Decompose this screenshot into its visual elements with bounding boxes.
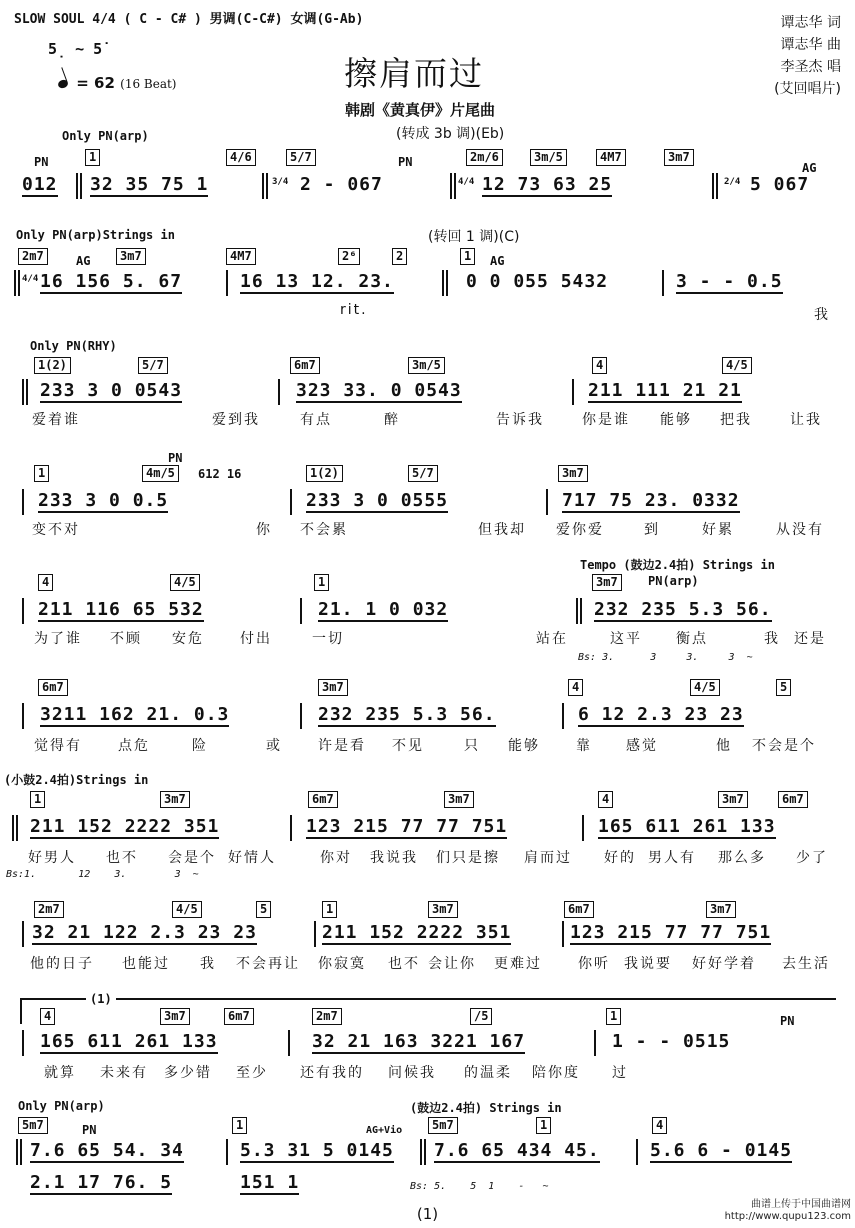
melody: 233 3 0 0555 <box>306 490 449 511</box>
lyric: 我说我 <box>370 850 418 866</box>
direction: Only PN(arp) <box>62 129 149 143</box>
melody: 211 111 21 21 <box>588 380 742 401</box>
lyric: 我 <box>200 956 216 972</box>
lyric: 我说要 <box>624 956 672 972</box>
barline <box>22 489 24 515</box>
melody: 211 152 2222 351 <box>322 922 512 943</box>
chord-box: 4m/5 <box>142 465 179 482</box>
barline <box>442 270 444 296</box>
chord-box: /5 <box>470 1008 492 1025</box>
chord-box: 6m7 <box>308 791 338 808</box>
song-subtitle: 韩剧《黄真伊》片尾曲 <box>345 101 496 119</box>
chord-box: 3m7 <box>428 901 458 918</box>
chord-box: 3m/5 <box>530 149 567 166</box>
chord-box: 3m7 <box>160 1008 190 1025</box>
lyric: 一切 <box>312 631 344 647</box>
chord-box: 4 <box>592 357 607 374</box>
lyric: 付出 <box>240 631 272 647</box>
melody: 6 12 2.3 23 23 <box>578 704 744 725</box>
lyric: 问候我 <box>388 1065 436 1081</box>
melody: 5.6 6 - 0145 <box>650 1140 793 1161</box>
chord-box: 2m7 <box>34 901 64 918</box>
lyric: 还是 <box>794 631 826 647</box>
lyric: 过 <box>612 1065 628 1081</box>
lyric: 好好学着 <box>692 956 756 972</box>
page-number: (1) <box>416 1205 439 1223</box>
lyric: 或 <box>266 738 282 754</box>
melody: 123 215 77 77 751 <box>570 922 772 943</box>
chord-box: 4M7 <box>596 149 626 166</box>
melody: 211 116 65 532 <box>38 599 204 620</box>
instrument-mark: PN <box>82 1123 97 1137</box>
bass-line: Bs: 5. 5 1 - ~ <box>410 1181 549 1192</box>
melody: 323 33. 0 0543 <box>296 380 462 401</box>
credit-composer: 谭志华 曲 <box>780 37 841 53</box>
melody: 16 13 12. 23. <box>240 271 394 292</box>
barline <box>22 921 24 947</box>
melody: 21. 1 0 032 <box>318 599 449 620</box>
direction-key-change: (转成 3b 调)(Eb) <box>396 126 505 142</box>
chord-box: 1 <box>606 1008 621 1025</box>
lyric: 那么多 <box>718 850 766 866</box>
bass-line: Bs:1. 12 3. 3 ~ <box>6 869 199 880</box>
lyric: 感觉 <box>626 738 658 754</box>
lyric: 就算 <box>44 1065 76 1081</box>
melody: 2 - 067 <box>300 174 383 195</box>
barline <box>450 173 452 199</box>
lyric: 衡点 <box>676 631 708 647</box>
chord-box: 6m7 <box>564 901 594 918</box>
barline <box>582 815 584 841</box>
chord-box: 5/7 <box>138 357 168 374</box>
instrument-mark: PN <box>168 451 183 465</box>
chord-box: 1 <box>314 574 329 591</box>
time-signature: 2/4 <box>724 177 741 187</box>
lyric: 你 <box>256 522 272 538</box>
chord-box: 2 <box>392 248 407 265</box>
instrument-mark: AG <box>802 161 817 175</box>
melody: 012 <box>22 174 58 195</box>
lyric: 也能过 <box>122 956 170 972</box>
chord-box: 1 <box>85 149 100 166</box>
direction: (鼓边2.4拍) Strings in <box>410 1101 562 1115</box>
chord-box: 2m/6 <box>466 149 503 166</box>
chord-box: 4 <box>40 1008 55 1025</box>
melody: 3211 162 21. 0.3 <box>40 704 230 725</box>
lyric: 醉 <box>384 412 400 428</box>
chord-box: 5/7 <box>408 465 438 482</box>
chord-box: 1 <box>536 1117 551 1134</box>
melody: 232 235 5.3 56. <box>594 599 772 620</box>
chord-box: 5 <box>256 901 271 918</box>
direction-key-change: (转回 1 调)(C) <box>428 229 520 245</box>
watermark-line-1: 曲谱上传于中国曲谱网 <box>751 1199 851 1210</box>
melody: 7.6 65 434 45. <box>434 1140 600 1161</box>
barline <box>562 921 564 947</box>
lyric: 还有我的 <box>300 1065 364 1081</box>
tempo-mark-rit: rit. <box>340 302 368 318</box>
melody: 3 - - 0.5 <box>676 271 783 292</box>
barline <box>288 1030 290 1056</box>
lyric: 这平 <box>610 631 642 647</box>
vocal-range: 5̣ ~ 5̇ <box>48 40 103 58</box>
lyric: 把我 <box>720 412 752 428</box>
lyric: 肩而过 <box>524 850 572 866</box>
melody: 211 152 2222 351 <box>30 816 220 837</box>
melody: 32 35 75 1 <box>90 174 209 195</box>
chord-box: 1 <box>232 1117 247 1134</box>
lyric: 你对 <box>320 850 352 866</box>
melody: 165 611 261 133 <box>598 816 776 837</box>
melody: 32 21 122 2.3 23 23 <box>32 922 257 943</box>
chord-box: 1(2) <box>306 465 343 482</box>
lyric: 去生活 <box>782 956 830 972</box>
chord-box: 4/5 <box>690 679 720 696</box>
tempo-marking <box>58 74 176 92</box>
instrument-mark: AG <box>76 254 91 268</box>
barline <box>262 173 264 199</box>
barline <box>22 598 24 624</box>
lyric: 让我 <box>790 412 822 428</box>
chord-box: 6m7 <box>290 357 320 374</box>
lyric: 你听 <box>578 956 610 972</box>
barline <box>300 598 302 624</box>
barline <box>22 379 24 405</box>
lyric: 也不 <box>106 850 138 866</box>
melody: 5 067 <box>750 174 810 195</box>
barline <box>572 379 574 405</box>
direction: Only PN(arp)Strings in <box>16 228 175 242</box>
melody: 0 0 055 5432 <box>466 271 609 292</box>
barline <box>314 921 316 947</box>
lyric: 不会再让 <box>236 956 300 972</box>
quarter-note-icon <box>57 79 69 90</box>
melody: 1 - - 0515 <box>612 1031 731 1052</box>
barline <box>12 815 14 841</box>
lyric: 未来有 <box>100 1065 148 1081</box>
barline <box>76 173 78 199</box>
melody: 233 3 0 0543 <box>40 380 183 401</box>
barline <box>226 270 228 296</box>
chord-box: 3m7 <box>558 465 588 482</box>
lyric: 安危 <box>172 631 204 647</box>
tempo-value: = 62 <box>76 74 115 92</box>
chord-box: 1(2) <box>34 357 71 374</box>
lyric: 从没有 <box>776 522 824 538</box>
credit-singer: 李圣杰 唱 <box>780 59 841 75</box>
grace-notes: 612 16 <box>198 467 242 481</box>
lyric: 告诉我 <box>496 412 544 428</box>
lyric: 变不对 <box>32 522 80 538</box>
chord-box: 4 <box>568 679 583 696</box>
chord-box: 3m7 <box>444 791 474 808</box>
barline <box>576 598 578 624</box>
melody: 7.6 65 54. 34 <box>30 1140 184 1161</box>
chord-box: 4/6 <box>226 149 256 166</box>
lyric: 多少错 <box>164 1065 212 1081</box>
melody: 165 611 261 133 <box>40 1031 218 1052</box>
melody: 123 215 77 77 751 <box>306 816 508 837</box>
lyric: 为了谁 <box>34 631 82 647</box>
barline <box>420 1139 422 1165</box>
lyric: 会让你 <box>428 956 476 972</box>
bass-line: Bs: 3. 3 3. 3 ~ <box>578 652 753 663</box>
watermark-url: http://www.qupu123.com <box>724 1211 851 1222</box>
chord-box: 3m7 <box>160 791 190 808</box>
lyric: 只 <box>464 738 480 754</box>
chord-box: 1 <box>322 901 337 918</box>
lyric: 到 <box>644 522 660 538</box>
melody: 232 235 5.3 56. <box>318 704 496 725</box>
chord-box: 2m7 <box>18 248 48 265</box>
chord-box: 5/7 <box>286 149 316 166</box>
instrument-mark: PN <box>780 1014 795 1028</box>
instrument-mark: PN <box>398 155 413 169</box>
lyric: 的温柔 <box>464 1065 512 1081</box>
lyric: 不见 <box>392 738 424 754</box>
lyric: 他 <box>716 738 732 754</box>
direction: Only PN(arp) <box>18 1099 105 1113</box>
lyric: 好的 <box>604 850 636 866</box>
melody-harmony: 2.1 17 76. 5 <box>30 1172 173 1193</box>
barline <box>278 379 280 405</box>
time-signature: 3/4 <box>272 177 289 187</box>
barline <box>562 703 564 729</box>
lyric: 好情人 <box>228 850 276 866</box>
melody: 233 3 0 0.5 <box>38 490 169 511</box>
lyric: 许是看 <box>318 738 366 754</box>
chord-box: 3m7 <box>706 901 736 918</box>
chord-box: 5 <box>776 679 791 696</box>
chord-box: 2m7 <box>312 1008 342 1025</box>
barline <box>712 173 714 199</box>
lyric: 靠 <box>576 738 592 754</box>
lyric: 不顾 <box>110 631 142 647</box>
lyric: 好累 <box>702 522 734 538</box>
lyric: 陪你度 <box>532 1065 580 1081</box>
chord-box: 3m7 <box>318 679 348 696</box>
direction: Only PN(RHY) <box>30 339 117 353</box>
chord-box: 4/5 <box>172 901 202 918</box>
lyric: 能够 <box>508 738 540 754</box>
lyric: 爱到我 <box>212 412 260 428</box>
melody: 5.3 31 5 0145 <box>240 1140 394 1161</box>
chord-box: 4/5 <box>722 357 752 374</box>
lyric: 会是个 <box>168 850 216 866</box>
lyric: 至少 <box>236 1065 268 1081</box>
chord-box: 6m7 <box>224 1008 254 1025</box>
chord-box: 2⁶ <box>338 248 360 265</box>
lyric: 不会是个 <box>752 738 816 754</box>
instrument-mark: AG <box>490 254 505 268</box>
barline <box>226 1139 228 1165</box>
lyric: 你寂寞 <box>318 956 366 972</box>
instrument-mark: PN <box>34 155 49 169</box>
lyric: 有点 <box>300 412 332 428</box>
melody: 12 73 63 25 <box>482 174 613 195</box>
lyric: 能够 <box>660 412 692 428</box>
chord-box: 1 <box>460 248 475 265</box>
lyric: 觉得有 <box>34 738 82 754</box>
chord-box: 3m7 <box>592 574 622 591</box>
chord-box: 6m7 <box>38 679 68 696</box>
chord-box: 5m7 <box>428 1117 458 1134</box>
barline <box>594 1030 596 1056</box>
tempo-note: (16 Beat) <box>120 77 177 91</box>
volta-bracket-start <box>20 998 22 1024</box>
chord-box: 3m7 <box>718 791 748 808</box>
lyric: 更难过 <box>494 956 542 972</box>
time-signature: 4/4 <box>458 177 475 187</box>
volta-label: (1) <box>86 992 116 1006</box>
barline <box>14 270 16 296</box>
lyric: 爱着谁 <box>32 412 80 428</box>
credit-lyricist: 谭志华 词 <box>780 15 841 31</box>
melody: 32 21 163 3221 167 <box>312 1031 526 1052</box>
barline <box>636 1139 638 1165</box>
barline <box>290 489 292 515</box>
lyric: 不会累 <box>300 522 348 538</box>
lyric: 但我却 <box>478 522 526 538</box>
chord-box: 3m7 <box>664 149 694 166</box>
lyric: 你是谁 <box>582 412 630 428</box>
direction: PN(arp) <box>648 574 699 588</box>
melody: 717 75 23. 0332 <box>562 490 740 511</box>
song-title: 擦肩而过 <box>344 54 484 93</box>
melody-harmony: 151 1 <box>240 1172 300 1193</box>
barline <box>22 1030 24 1056</box>
direction: AG+Vio <box>366 1125 403 1136</box>
barline <box>16 1139 18 1165</box>
lyric: 险 <box>192 738 208 754</box>
volta-bracket <box>20 998 836 1000</box>
chord-box: 3m7 <box>116 248 146 265</box>
lyric: 站在 <box>536 631 568 647</box>
barline <box>22 703 24 729</box>
lyric: 爱你爱 <box>556 522 604 538</box>
chord-box: 6m7 <box>778 791 808 808</box>
direction: Tempo (鼓边2.4拍) Strings in <box>580 558 775 572</box>
credit-label: (艾回唱片) <box>774 81 841 97</box>
chord-box: 1 <box>30 791 45 808</box>
chord-box: 1 <box>34 465 49 482</box>
watermark <box>725 1199 851 1223</box>
barline <box>300 703 302 729</box>
lyric: 们只是擦 <box>436 850 500 866</box>
lyric: 点危 <box>118 738 150 754</box>
style-line: SLOW SOUL 4/4 ( C - C# ) 男调(C-C#) 女调(G-Ab) <box>14 12 364 27</box>
chord-box: 4 <box>652 1117 667 1134</box>
direction: (小鼓2.4拍)Strings in <box>4 773 149 787</box>
lyric: 他的日子 <box>30 956 94 972</box>
chord-box: 4/5 <box>170 574 200 591</box>
barline <box>662 270 664 296</box>
chord-box: 4M7 <box>226 248 256 265</box>
chord-box: 4 <box>38 574 53 591</box>
chord-box: 3m/5 <box>408 357 445 374</box>
barline <box>290 815 292 841</box>
lyric: 好男人 <box>28 850 76 866</box>
lyric: 男人有 <box>648 850 696 866</box>
chord-box: 5m7 <box>18 1117 48 1134</box>
lyric: 我 <box>814 307 830 323</box>
lyric: 少了 <box>796 850 828 866</box>
lyric: 我 <box>764 631 780 647</box>
chord-box: 4 <box>598 791 613 808</box>
barline <box>546 489 548 515</box>
melody: 16 156 5. 67 <box>40 271 183 292</box>
lyric: 也不 <box>388 956 420 972</box>
time-signature: 4/4 <box>22 274 39 284</box>
